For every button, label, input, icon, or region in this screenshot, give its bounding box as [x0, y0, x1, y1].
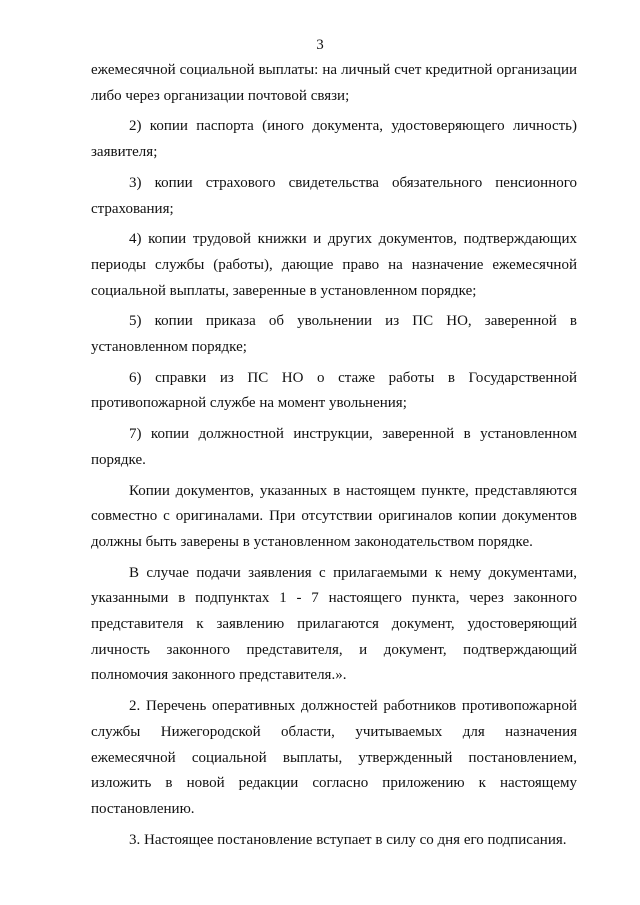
text-line: страхования;	[91, 200, 174, 217]
paragraph-item-5	[91, 309, 577, 360]
document-body	[91, 58, 577, 853]
paragraph-copies	[91, 479, 577, 556]
text-line: социальной выплаты, заверенные в установленном порядке;	[91, 282, 477, 299]
text-line: 5) копии приказа об увольнении из ПС НО, заверенной в	[129, 313, 577, 330]
text-line: периоды службы (работы), дающие право на назначение ежемесячной	[91, 256, 577, 273]
text-line: Копии документов, указанных в настоящем пункте, представляются	[129, 482, 577, 499]
text-line: 3) копии страхового свидетельства обязательного пенсионного	[129, 174, 577, 191]
text-line: полномочия законного представителя.».	[91, 667, 347, 684]
text-line: либо через организации почтовой связи;	[91, 87, 350, 104]
paragraph-section-2	[91, 694, 577, 823]
text-line: 4) копии трудовой книжки и других документов, подтверждающих	[129, 231, 577, 248]
text-line: 6) справки из ПС НО о стаже работы в Государственной	[129, 369, 577, 386]
text-line: личность законного представителя, и документ, подтверждающий	[91, 641, 577, 658]
text-line: противопожарной службе на момент увольнения;	[91, 395, 407, 412]
text-line: порядке.	[91, 451, 146, 468]
text-line: 3. Настоящее постановление вступает в силу со дня его подписания.	[129, 831, 567, 848]
text-line: изложить в новой редакции согласно приложению к настоящему	[91, 775, 577, 792]
paragraph-payment-method	[91, 58, 577, 109]
paragraph-representative	[91, 561, 577, 690]
text-line: ежемесячной социальной выплаты: на личный счет кредитной организации	[91, 62, 577, 78]
text-line: 2) копии паспорта (иного документа, удостоверяющего личность)	[129, 118, 577, 135]
text-line: ежемесячной социальной выплаты, утвержденный постановлением,	[91, 749, 577, 766]
text-line: службы Нижегородской области, учитываемых для назначения	[91, 723, 577, 740]
text-line: 2. Перечень оперативных должностей работников противопожарной	[129, 698, 577, 715]
text-line: 7) копии должностной инструкции, заверенной в установленном	[129, 426, 577, 443]
page-number: 3	[316, 37, 324, 53]
text-line: В случае подачи заявления с прилагаемыми к нему документами,	[129, 564, 577, 581]
text-line: представителя к заявлению прилагаются документ, удостоверяющий	[91, 616, 577, 633]
paragraph-item-6	[91, 366, 577, 417]
text-line: постановлению.	[91, 800, 195, 817]
paragraph-item-3	[91, 171, 577, 222]
paragraph-item-2	[91, 114, 577, 165]
text-line: заявителя;	[91, 144, 158, 161]
paragraph-section-3	[91, 828, 577, 854]
paragraph-item-4	[91, 227, 577, 304]
text-line: совместно с оригиналами. При отсутствии оригиналов копии документов	[91, 508, 577, 525]
text-line: указанными в подпунктах 1 - 7 настоящего пункта, через законного	[91, 590, 577, 607]
paragraph-item-7	[91, 422, 577, 473]
text-line: должны быть заверены в установленном законодательством порядке.	[91, 533, 533, 550]
text-line: установленном порядке;	[91, 339, 247, 356]
